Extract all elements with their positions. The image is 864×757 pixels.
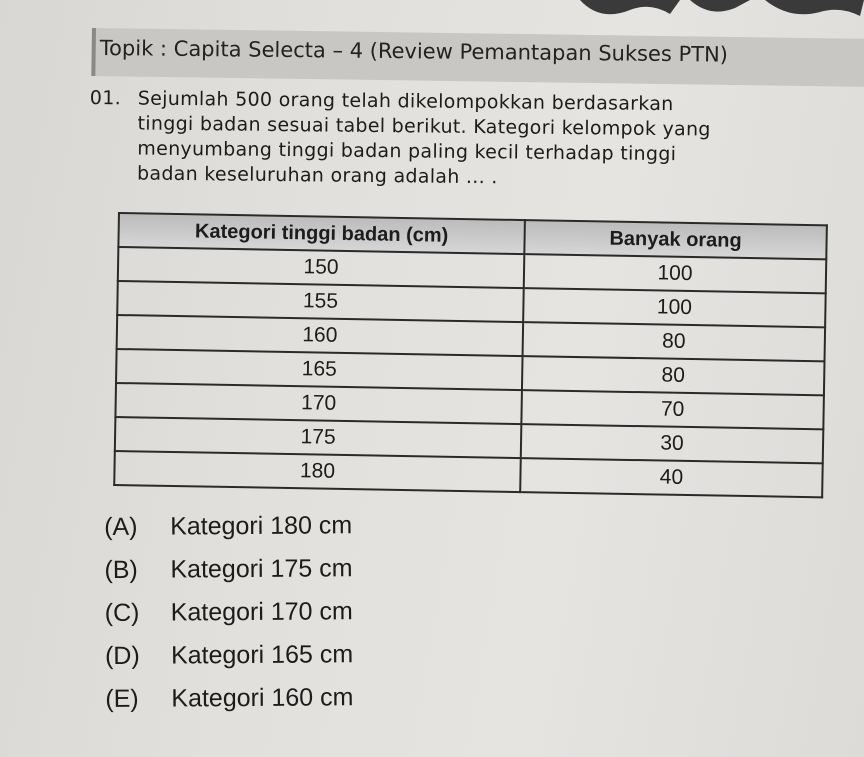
height-table-wrapper [113,212,828,498]
cell-count: 70 [521,390,824,429]
option-text: Kategori 160 cm [171,683,354,713]
header-height-category: Kategori tinggi badan (cm) [118,213,525,254]
question-text: Sejumlah 500 orang telah dikelompokkan berdasarkan [137,87,674,116]
cell-count: 100 [523,288,826,327]
option-letter: (A) [104,512,138,541]
cell-count: 100 [524,254,827,293]
cell-height: 175 [115,417,522,458]
option-d[interactable] [105,633,353,678]
option-e[interactable] [105,676,353,721]
option-c[interactable] [105,590,353,635]
cell-height: 160 [117,315,524,356]
option-a[interactable] [104,504,352,549]
cell-count: 40 [520,458,823,497]
cell-count: 80 [522,356,825,395]
cell-count: 30 [521,424,824,463]
cell-height: 155 [117,281,524,322]
question-line: badan keseluruhan orang adalah ... . [136,162,498,189]
question-line: tinggi badan sesuai tabel berikut. Kategori kelompok yang [137,112,711,141]
decorative-logo-art [560,0,864,28]
option-text: Kategori 165 cm [170,640,354,670]
cell-height: 180 [114,451,521,492]
height-table [113,212,828,498]
option-letter: (D) [104,641,140,670]
question-number: 01. [89,86,122,110]
cell-height: 150 [118,247,525,288]
cell-height: 165 [116,349,523,390]
cell-count: 80 [523,322,826,361]
option-letter: (B) [104,555,138,584]
option-b[interactable] [104,547,352,592]
option-letter: (E) [105,684,139,713]
cell-height: 170 [115,383,522,424]
header-people-count: Banyak orang [524,220,827,259]
option-text: Kategori 180 cm [170,511,353,541]
topic-title: Topik : Capita Selecta – 4 (Review Pemantapan Sukses PTN) [99,36,729,67]
option-text: Kategori 170 cm [170,597,353,627]
option-letter: (C) [104,598,140,627]
option-text: Kategori 175 cm [170,554,353,584]
answer-options [104,504,354,721]
question-block [89,86,810,194]
question-line: menyumbang tinggi badan paling kecil terhadap tinggi [137,137,677,166]
